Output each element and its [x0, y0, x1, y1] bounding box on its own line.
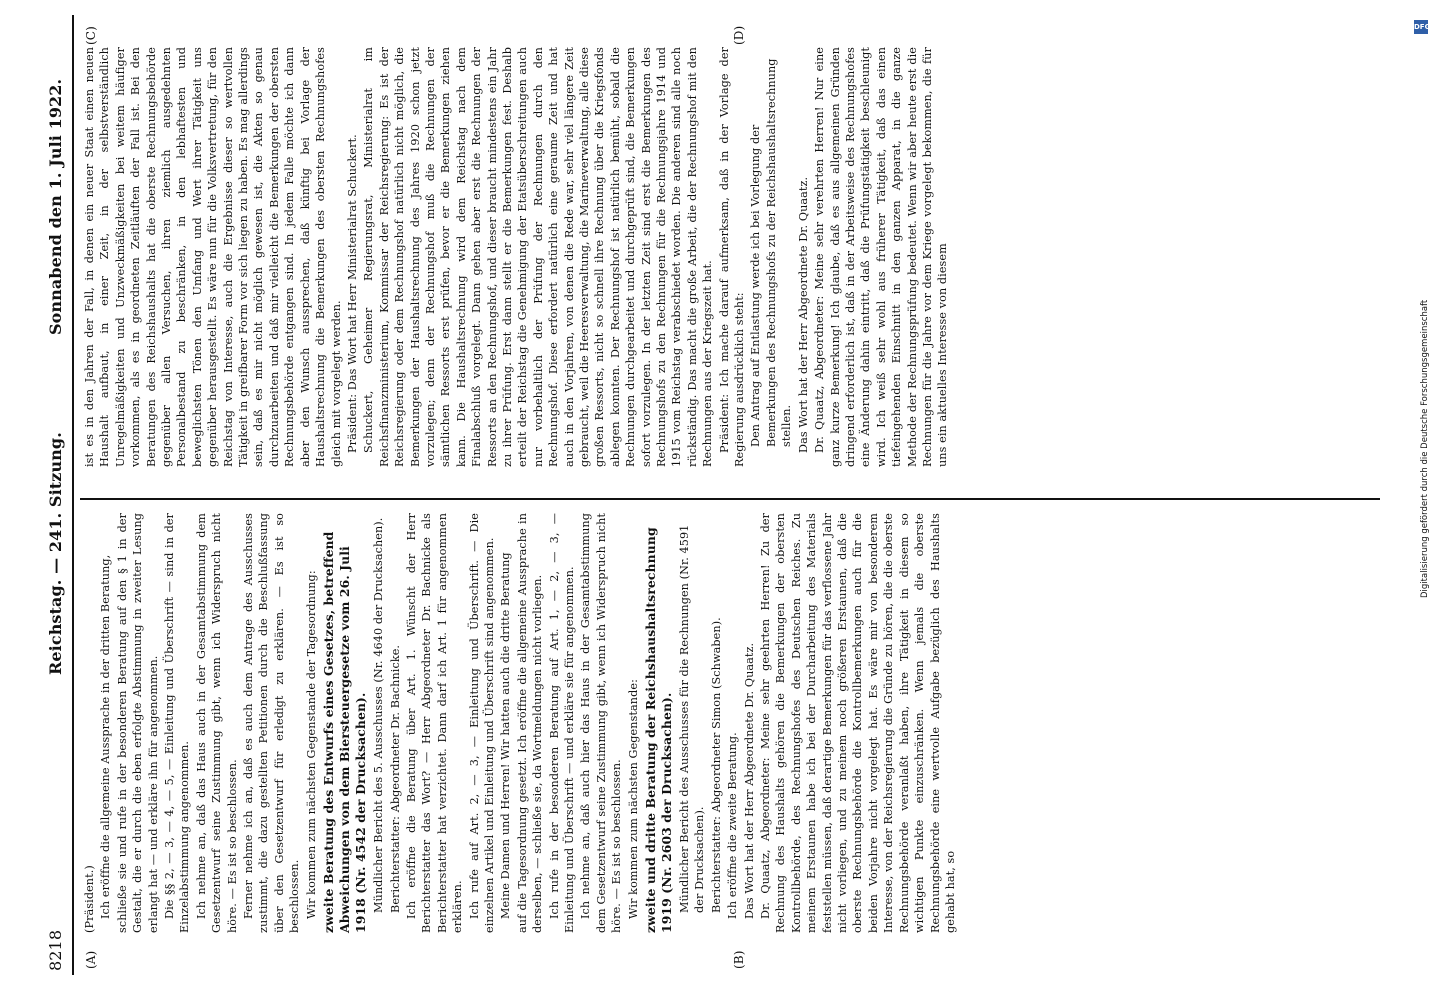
left-column [82, 513, 959, 933]
paragraph: Schuckert, Geheimer Regierungsrat, Ministerialrat im Reichsfinanzministerium, Kommissar der Reichsregierung: Es ist der Reichsregierung oder dem Rechnungshof natürlich nicht möglich, die Bemerkungen der Haushaltsrechnung des Jahres 1920 schon jetzt vorzulegen; denn der Rechnungshof muß die Rechnungen der sämtlichen Ressorts erst prüfen, bevor er die Bemerkungen ziehen kann. Die Haushaltsrechnung wird dem Reichstag nach dem Finalabschluß vorgelegt. Dann gehen aber erst die Rechnungen der Ressorts an den Rechnungshof, und dieser braucht mindestens ein Jahr zu ihrer Prüfung. Erst dann stellt er die Bemerkungen fest. Deshalb erteilt der Reichstag die Genehmigung der Etatsüberschreitungen auch nur vorbehaltlich der Prüfung der Rechnungen durch den Rechnungshof. Diese erfordert natürlich eine geraume Zeit und hat auch in den Vorjahren, von denen die Rede war, sehr viel längere Zeit gebraucht, weil die Heeresverwaltung, die Marineverwaltung, alle diese großen Ressorts, nicht so schnell ihre Rechnung über die Kriegsfonds ablegen konnten. Der Rechnungshof ist natürlich bemüht, sobald die Rechnungen durchgearbeitet und durchgeprüft sind, die Bemerkungen sofort vorzulegen. In der letzten Zeit sind erst die Bemerkungen des Rechnungshofs zu den Rechnungen für die Rechnungsjahre 1914 und 1915 vom Reichstag verabschiedet worden. Die anderen sind alle noch rückständig. Das macht die große Arbeit, die der Rechnungshof mit den Rechnungen aus der Kriegszeit hat. [362, 47, 715, 467]
paragraph: Ich nehme an, daß das Haus auch in der Gesamtabstimmung dem Gesetzentwurf seine Zustimmung gibt, wenn ich Widerspruch nicht höre. — Es ist so beschlossen. [194, 513, 239, 933]
paragraph: Das Wort hat der Herr Abgeordnete Dr. Quaatz. [796, 176, 810, 453]
paragraph: Ich eröffne die allgemeine Aussprache in der dritten Beratung, [99, 554, 113, 919]
paragraph: Ich nehme an, daß auch hier das Haus in der Gesamtabstimmung dem Gesetzentwurf seine Zustimmung gibt, wenn ich Widerspruch nicht höre. — Es ist so beschlossen. [579, 513, 624, 933]
paragraph: Präsident: Ich mache darauf aufmerksam, daß in der Vorlage der Regierung ausdrücklich steht: [717, 47, 747, 467]
right-column [82, 47, 952, 467]
paragraph: Den Antrag auf Entlastung werde ich bei Vorlegung der Bemerkungen des Rechnungshofs zu der Reichshaushaltsrechnung stellen. [749, 58, 794, 447]
paragraph: Ferner nehme ich an, daß es auch dem Antrage des Ausschusses zustimmt, die dazu gestellten Petitionen durch die Beschlußfassung über den Gesetzentwurf für erledigt zu erklären. — Es ist so beschlossen. [242, 513, 302, 933]
column-divider [80, 498, 1380, 500]
paragraph: Mündlicher Bericht des Ausschusses für die Rechnungen (Nr. 4591 der Drucksachen). [678, 524, 707, 913]
paragraph: Das Wort hat der Herr Abgeordnete Dr. Quaatz. [742, 642, 756, 919]
paragraph: Ich rufe auf Art. 2, — 3, — Einleitung und Überschrift. — Die einzelnen Artikel und Einleitung und Überschrift sind angenommen. [467, 513, 496, 933]
paragraph: Dr. Quaatz, Abgeordneter: Meine sehr geehrten Herren! Zu der Rechnung des Haushalts gehören die Bemerkungen der obersten Kontrollbehörde, des Rechnungshofes des Deutschen Reiches. Zu meinem Erstaunen habe ich bei der Durcharbeitung des Materials feststellen müssen, daß derartige Bemerkungen für das verflossene Jahr nicht vorliegen, und zu meinem noch größeren Erstaunen, daß die oberste Rechnungsbehörde die Kontrollbemerkungen auch für die beiden Vorjahre nicht vorgelegt hat. Es wäre mir von besonderem Interesse, von der Reichsregierung die Gründe zu hören, die die oberste Rechnungsbehörde veranlaßt haben, ihre Tätigkeit in diesem so wichtigen Punkte einzuschränken. Wenn jemals die oberste Rechnungsbehörde eine wertvolle Aufgabe bezüglich des Haushalts gehabt hat, so [759, 513, 957, 933]
paragraph: Wir kommen zum nächsten Gegenstande: [626, 679, 640, 919]
digitization-credit [1414, 20, 1431, 980]
agenda-heading: zweite und dritte Beratung der Reichshaushaltsrechnung 1919 (Nr. 2603 der Drucksachen). [643, 527, 674, 933]
agenda-heading: zweite Beratung des Entwurfs eines Gesetzes, betreffend Abweichungen von dem Biersteuergesetze vom 26. Juli 1918 (Nr. 4542 der Drucksachen). [321, 531, 369, 933]
margin-marker-b: (B) [732, 950, 746, 969]
paragraph: Die §§ 2, — 3, — 4, — 5, — Einleitung und Überschrift — sind in der Einzelabstimmung angenommen. [163, 513, 192, 933]
credit-text: Digitalisierung gefördert durch die Deutsche Forschungsgemeinschaft [1420, 299, 1430, 598]
paragraph: Wir kommen zum nächsten Gegenstande der Tagesordnung: [304, 570, 318, 919]
paragraph: Dr. Quaatz, Abgeordneter: Meine sehr verehrten Herren! Nur eine ganz kurze Bemerkung! Ich glaube, daß es aus allgemeinen Gründen dringend erforderlich ist, daß in der Arbeitsweise des Rechnungshofes eine Änderung dahin eintritt, daß die Prüfungstätigkeit beschleunigt wird. Ich weiß sehr wohl aus früherer Tätigkeit, daß das einen tiefeingehenden Einschnitt in den ganzen Apparat, in die ganze Methode der Rechnungsprüfung bedeutet. Wenn wir aber heute erst die Rechnungen für die Jahre vor dem Kriege vorgelegt bekommen, die für uns ein aktuelles Interesse von diesem [813, 47, 950, 467]
paragraph: Ich rufe in der besonderen Beratung auf Art. 1, — 2, — 3, — Einleitung und Überschrift — und erkläre sie für angenommen. [547, 513, 576, 933]
paragraph: Berichterstatter: Abgeordneter Dr. Bachnicke. [388, 644, 402, 913]
header-right-title: Sonnabend den 1. Juli 1922. [46, 78, 65, 335]
paragraph: Mündlicher Bericht des 5. Ausschusses (Nr. 4640 der Drucksachen). [372, 517, 386, 913]
margin-marker-a: (A) [84, 950, 98, 969]
paragraph: Meine Damen und Herren! Wir hatten auch die dritte Beratung [499, 552, 513, 919]
paragraph: Ich eröffne die zweite Beratung. [726, 732, 740, 919]
paragraph: schließe sie und rufe in der besonderen Beratung auf den § 1 in der Gestalt, die er durch die eben erfolgte Abstimmung in zweiter Lesung erlangt hat — und erkläre ihn für angenommen. [115, 513, 160, 933]
paragraph: Präsident: Das Wort hat Herr Ministerialrat Schuckert. [345, 134, 359, 453]
margin-marker-d: (D) [732, 25, 746, 45]
margin-marker-c: (C) [84, 26, 98, 45]
page-header [42, 15, 74, 975]
header-left-title: Reichstag. — 241. Sitzung. [46, 432, 65, 675]
paragraph: (Präsident.) [83, 865, 96, 933]
dfg-logo-icon: DFG [1414, 20, 1428, 34]
page-number: 8218 [46, 929, 65, 971]
paragraph: ist es in den Jahren der Fall, in denen ein neuer Staat einen neuen Haushalt aufbaut, in einer Zeit, in der selbstverständlich Unregelmäßigkeiten und Unzweckmäßigkeiten bei weitem häufiger vorkommen, als es in geordneten Zeitläuften der Fall ist. Bei den Beratungen des Reichshaushalts hat die oberste Rechnungsbehörde gegenüber allen Versuchen, ihren ziemlich ausgedehnten Personalbestand zu beschränken, in den lebhaftesten und beweglichsten Tönen den Umfang und Wert ihrer Tätigkeit uns gegenüber herausgestellt. Es wäre nun für die Volksvertretung, für den Reichstag von Interesse, auch die Ergebnisse dieser so wertvollen Tätigkeit in greifbarer Form vor sich liegen zu haben. Es mag allerdings sein, daß es mir nicht möglich gewesen ist, die Akten so genau durchzuarbeiten und daß mir vielleicht die Bemerkungen der obersten Rechnungsbehörde entgangen sind. In jedem Falle möchte ich dann aber den Wunsch aussprechen, daß künftig bei Vorlage der Haushaltsrechnung die Bemerkungen des obersten Rechnungshofes gleich mit vorgelegt werden. [83, 47, 343, 467]
paragraph: Berichterstatter: Abgeordneter Simon (Schwaben). [709, 617, 723, 913]
paragraph: Ich eröffne die Beratung über Art. 1. Wünscht der Herr Berichterstatter das Wort? — Herr Abgeordneter Dr. Bachnicke als Berichterstatter hat verzichtet. Dann darf ich Art. 1 für angenommen erklären. [404, 513, 465, 933]
rotated-page-content [42, 15, 1402, 975]
paragraph: auf die Tagesordnung gesetzt. Ich eröffne die allgemeine Aussprache in derselben, — schließe sie, da Wortmeldungen nicht vorliegen. [515, 513, 545, 933]
